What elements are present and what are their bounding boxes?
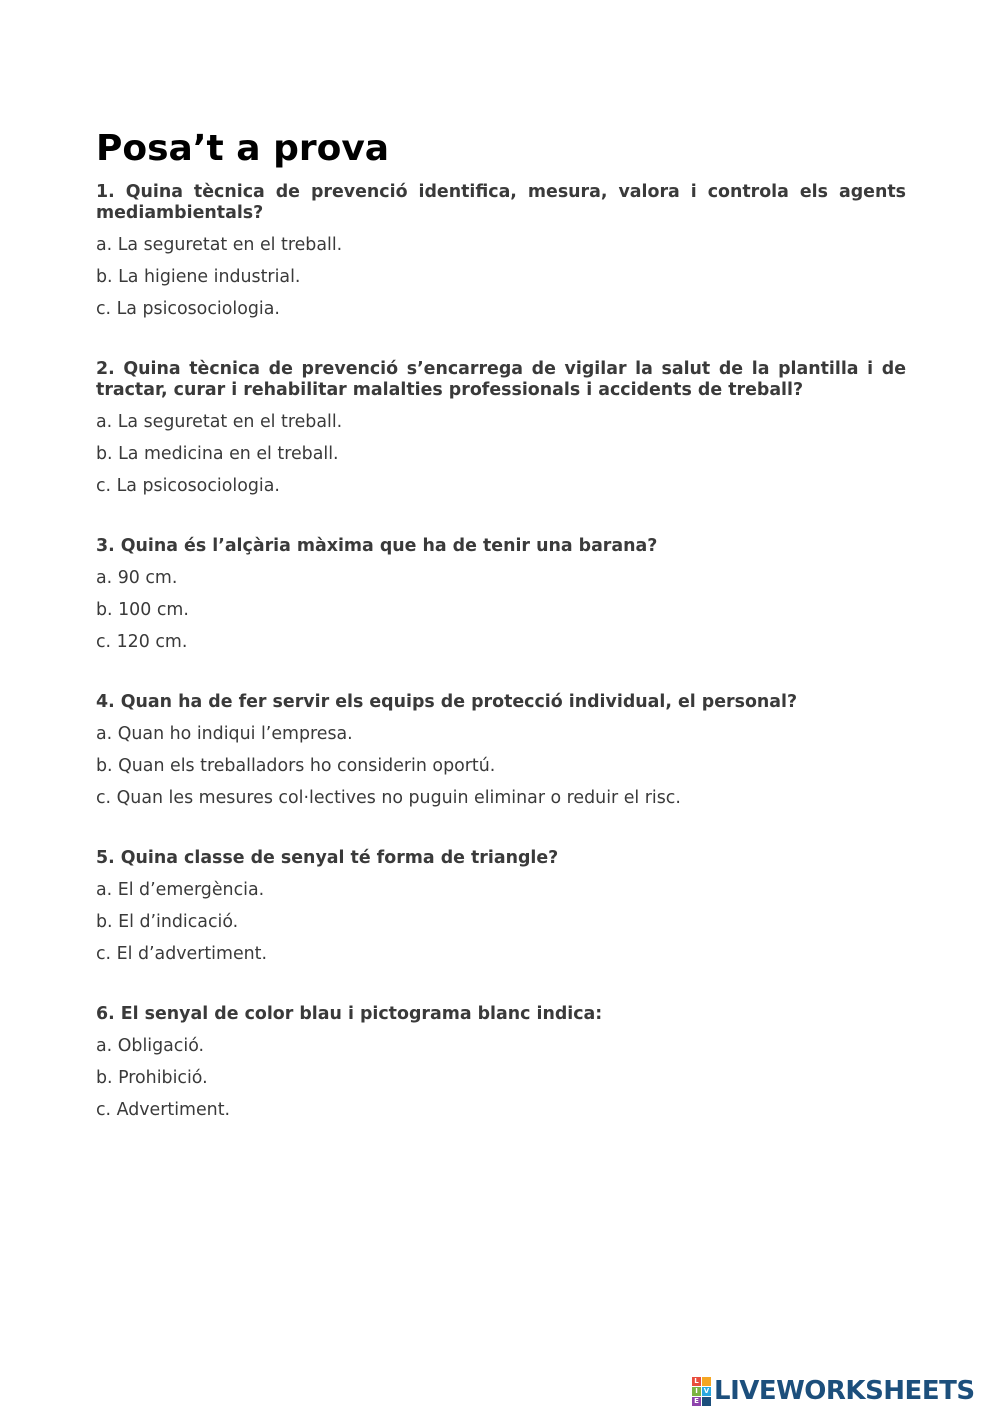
question-text: 4. Quan ha de fer servir els equips de protecció individual, el personal?: [96, 692, 798, 712]
question-6: [96, 1004, 906, 1121]
logo-text: LIVEWORKSHEETS: [714, 1376, 975, 1406]
logo-mark-cell: V: [703, 1386, 710, 1395]
answer-option: a. 90 cm.: [96, 568, 178, 588]
question-5: [96, 848, 906, 965]
answer-option: a. El d’emergència.: [96, 880, 265, 900]
logo-mark-cell: L: [692, 1377, 701, 1386]
answer-option: b. 100 cm.: [96, 600, 189, 620]
answer-option: b. La higiene industrial.: [96, 267, 301, 287]
answer-option: a. La seguretat en el treball.: [96, 235, 343, 255]
answer-option: b. Prohibició.: [96, 1068, 208, 1088]
answer-option: c. La psicosociologia.: [96, 299, 280, 319]
logo-mark-cell: E: [692, 1397, 701, 1406]
answer-option: b. El d’indicació.: [96, 912, 239, 932]
question-4: [96, 692, 906, 809]
answer-option: a. Obligació.: [96, 1036, 205, 1056]
answer-option: b. Quan els treballadors ho considerin oportú.: [96, 756, 496, 776]
question-2: [96, 359, 906, 497]
page-title: Posa’t a prova: [96, 128, 390, 169]
liveworksheets-logo: [692, 1376, 975, 1406]
question-text: 1. Quina tècnica de prevenció identifica, mesura, valora i controla els agents mediambientals?: [96, 182, 906, 223]
answer-option: c. 120 cm.: [96, 632, 188, 652]
logo-mark-cell: I: [692, 1387, 701, 1396]
logo-mark-cell: [702, 1397, 711, 1406]
answer-option: c. Quan les mesures col·lectives no puguin eliminar o reduir el risc.: [96, 788, 681, 808]
question-text: 3. Quina és l’alçària màxima que ha de tenir una barana?: [96, 536, 658, 556]
worksheet-page: [96, 126, 906, 1160]
question-text: 6. El senyal de color blau i pictograma blanc indica:: [96, 1004, 603, 1024]
logo-mark-cell: [702, 1377, 711, 1386]
answer-option: a. Quan ho indiqui l’empresa.: [96, 724, 353, 744]
question-text: 2. Quina tècnica de prevenció s’encarrega de vigilar la salut de la plantilla i de tractar, curar i rehabilitar malalties professionals i accidents de treball?: [96, 359, 906, 400]
question-3: [96, 536, 906, 653]
liveworksheets-logo-icon: [692, 1377, 711, 1406]
answer-option: c. La psicosociologia.: [96, 476, 280, 496]
question-text: 5. Quina classe de senyal té forma de triangle?: [96, 848, 559, 868]
question-1: [96, 182, 906, 320]
answer-option: c. Advertiment.: [96, 1100, 231, 1120]
answer-option: a. La seguretat en el treball.: [96, 412, 343, 432]
answer-option: b. La medicina en el treball.: [96, 444, 339, 464]
answer-option: c. El d’advertiment.: [96, 944, 268, 964]
